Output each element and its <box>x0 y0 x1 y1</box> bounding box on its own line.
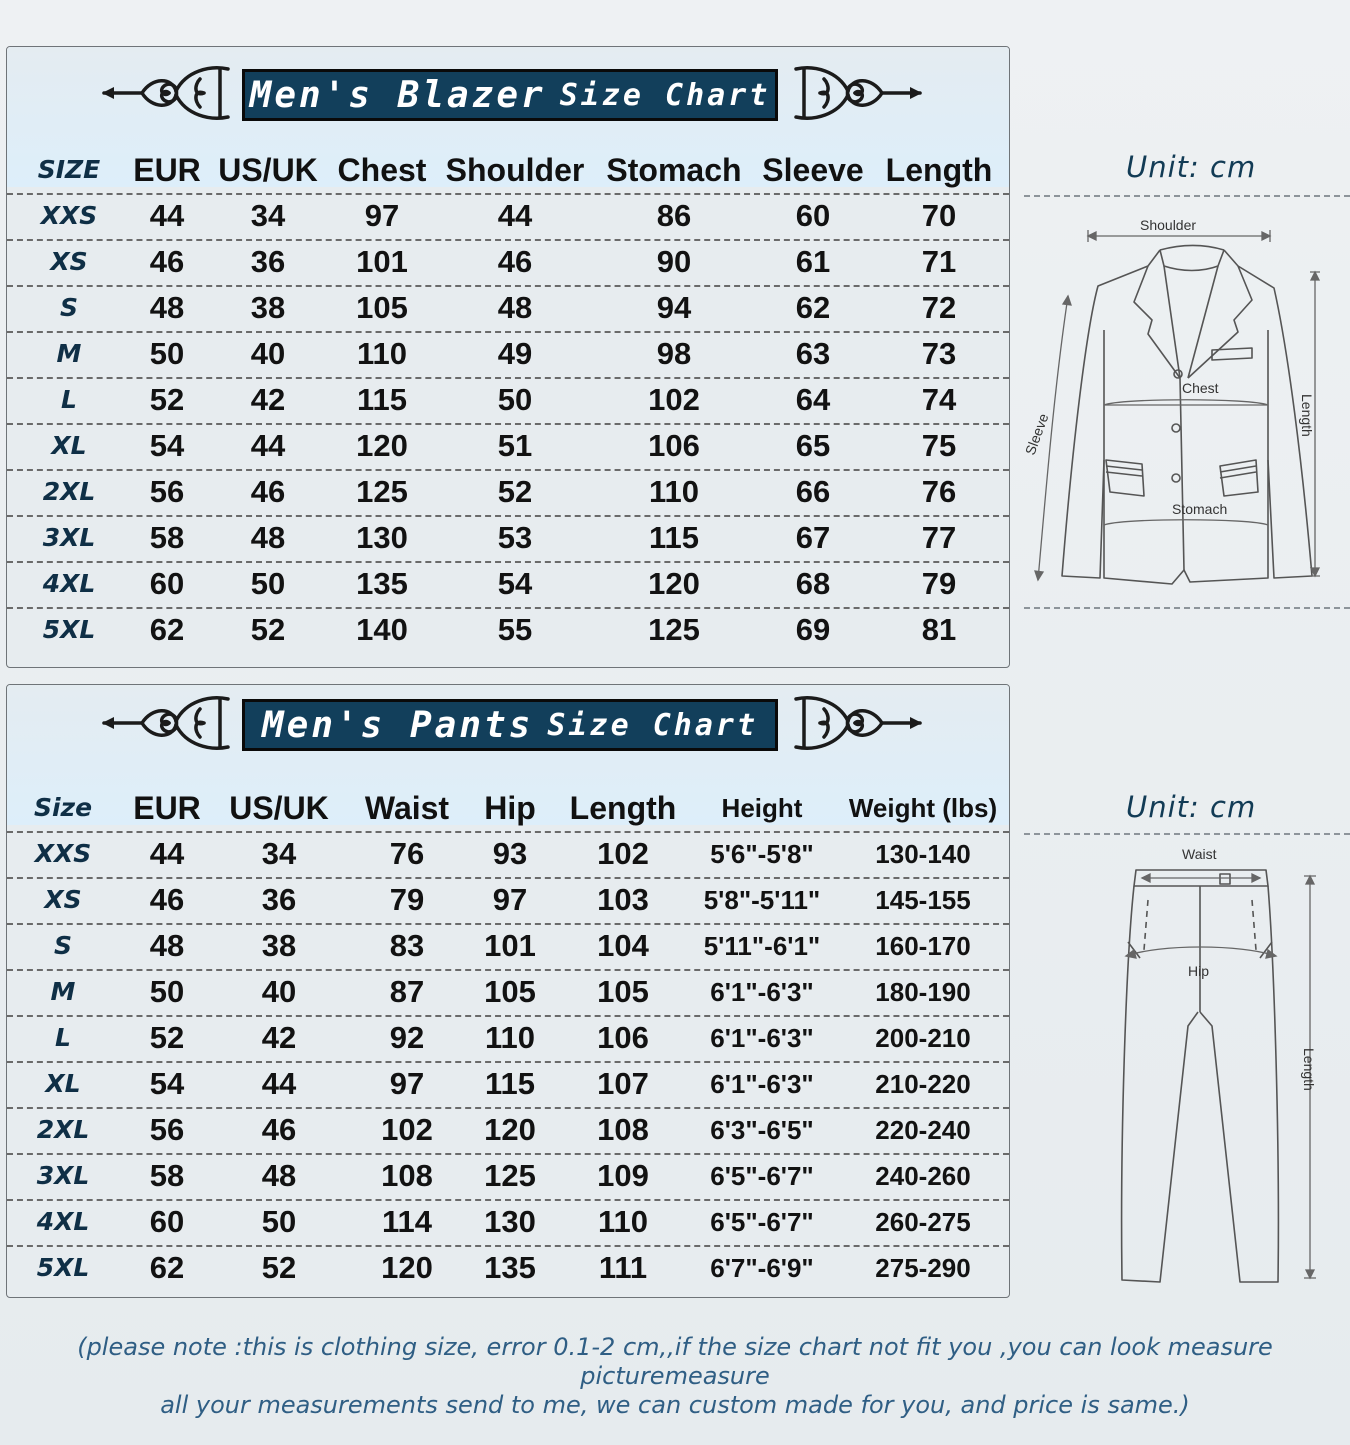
diagram-label-waist: Waist <box>1182 846 1217 862</box>
pants-unit-label: Unit: cm <box>1126 790 1257 824</box>
table-cell: 34 <box>261 836 297 871</box>
table-cell: 106 <box>648 428 700 463</box>
table-row <box>7 515 1009 563</box>
table-cell: 6'7"-6'9" <box>710 1253 814 1283</box>
table-cell: 135 <box>356 566 408 601</box>
col-header-waist: Waist <box>364 790 450 826</box>
table-row <box>7 969 1009 1017</box>
blazer-size-chart <box>6 46 1010 668</box>
table-cell: 52 <box>261 1250 297 1285</box>
table-cell: 68 <box>795 566 831 601</box>
table-row <box>7 831 1009 879</box>
table-cell: 79 <box>389 882 425 917</box>
table-cell: 240-260 <box>875 1161 971 1191</box>
table-cell: 42 <box>250 382 286 417</box>
table-row <box>7 877 1009 925</box>
size-label: L <box>61 385 77 414</box>
size-label: M <box>56 339 82 368</box>
table-cell: 6'1"-6'3" <box>710 977 814 1007</box>
table-cell: 120 <box>356 428 408 463</box>
table-cell: 130-140 <box>875 839 971 869</box>
diagram-label-hip: Hip <box>1188 963 1210 979</box>
table-cell: 69 <box>795 612 831 647</box>
size-label: 4XL <box>36 1207 90 1236</box>
table-cell: 53 <box>497 520 533 555</box>
table-cell: 48 <box>261 1158 297 1193</box>
table-cell: 48 <box>250 520 286 555</box>
table-cell: 48 <box>497 290 533 325</box>
table-cell: 120 <box>381 1250 433 1285</box>
table-cell: 145-155 <box>875 885 971 915</box>
blazer-header-row <box>7 147 1009 195</box>
table-cell: 110 <box>597 1204 648 1239</box>
table-cell: 6'5"-6'7" <box>710 1161 814 1191</box>
table-cell: 58 <box>149 520 185 555</box>
table-cell: 46 <box>149 244 185 279</box>
table-cell: 48 <box>149 290 185 325</box>
table-cell: 125 <box>356 474 408 509</box>
col-header-size: SIZE <box>37 155 101 184</box>
col-header-length: Length <box>885 152 993 188</box>
table-cell: 77 <box>921 520 957 555</box>
table-cell: 60 <box>149 1204 185 1239</box>
pants-title-banner <box>102 691 922 755</box>
table-cell: 97 <box>492 882 528 917</box>
table-cell: 67 <box>795 520 831 555</box>
table-cell: 260-275 <box>875 1207 971 1237</box>
table-cell: 6'1"-6'3" <box>710 1069 814 1099</box>
table-cell: 76 <box>389 836 425 871</box>
table-cell: 108 <box>381 1158 433 1193</box>
table-cell: 34 <box>250 198 286 233</box>
table-cell: 63 <box>795 336 831 371</box>
table-cell: 44 <box>261 1066 297 1101</box>
table-cell: 50 <box>497 382 533 417</box>
size-label: L <box>55 1023 71 1052</box>
table-cell: 58 <box>149 1158 185 1193</box>
table-cell: 76 <box>921 474 957 509</box>
table-cell: 44 <box>250 428 286 463</box>
table-cell: 74 <box>921 382 957 417</box>
table-cell: 103 <box>597 882 649 917</box>
size-note <box>0 1333 1350 1420</box>
table-cell: 102 <box>381 1112 433 1147</box>
table-cell: 64 <box>795 382 831 417</box>
divider <box>1024 607 1350 609</box>
table-cell: 90 <box>656 244 692 279</box>
table-row <box>7 1199 1009 1247</box>
table-cell: 54 <box>149 1066 185 1101</box>
table-cell: 200-210 <box>875 1023 971 1053</box>
table-cell: 109 <box>597 1158 649 1193</box>
blazer-title-banner <box>102 61 922 125</box>
table-row <box>7 1015 1009 1063</box>
table-cell: 73 <box>921 336 957 371</box>
table-row <box>7 1107 1009 1155</box>
table-cell: 120 <box>648 566 700 601</box>
table-cell: 50 <box>250 566 286 601</box>
table-cell: 114 <box>381 1204 432 1239</box>
size-label: M <box>50 977 76 1006</box>
diagram-label-shoulder: Shoulder <box>1140 217 1197 233</box>
table-cell: 44 <box>149 198 185 233</box>
scroll-ornament-icon <box>102 61 242 125</box>
table-cell: 79 <box>921 566 957 601</box>
size-label: 3XL <box>36 1161 90 1190</box>
col-header-stomach: Stomach <box>606 152 742 188</box>
size-label: 3XL <box>42 523 96 552</box>
table-cell: 102 <box>648 382 700 417</box>
table-cell: 115 <box>356 382 407 417</box>
pants-title <box>242 699 778 751</box>
table-cell: 130 <box>484 1204 536 1239</box>
pants-header-row <box>7 785 1009 833</box>
col-header-length: Length <box>569 790 677 826</box>
table-cell: 40 <box>250 336 286 371</box>
table-cell: 60 <box>149 566 185 601</box>
table-cell: 61 <box>795 244 831 279</box>
col-header-usuk: US/UK <box>229 790 329 826</box>
table-cell: 104 <box>597 928 649 963</box>
table-cell: 97 <box>364 198 400 233</box>
table-cell: 52 <box>149 382 185 417</box>
divider <box>1024 833 1350 835</box>
table-cell: 81 <box>921 612 957 647</box>
table-cell: 50 <box>149 974 185 1009</box>
table-cell: 5'6"-5'8" <box>710 839 814 869</box>
table-row <box>7 1153 1009 1201</box>
blazer-measure-diagram-icon <box>1012 210 1342 600</box>
table-cell: 130 <box>356 520 408 555</box>
table-cell: 5'11"-6'1" <box>703 931 821 961</box>
table-cell: 65 <box>795 428 831 463</box>
size-label: XL <box>45 1069 81 1098</box>
table-row <box>7 285 1009 333</box>
table-cell: 135 <box>484 1250 536 1285</box>
blazer-title-sub: Size Chart <box>559 77 771 113</box>
col-header-sleeve: Sleeve <box>762 152 864 188</box>
table-cell: 54 <box>149 428 185 463</box>
table-cell: 86 <box>656 198 692 233</box>
table-cell: 101 <box>484 928 536 963</box>
size-label: S <box>53 931 72 960</box>
table-cell: 102 <box>597 836 649 871</box>
table-cell: 110 <box>484 1020 535 1055</box>
table-row <box>7 469 1009 517</box>
table-row <box>7 377 1009 425</box>
size-label: 5XL <box>42 615 96 644</box>
size-label: XXS <box>40 201 98 230</box>
blazer-title-main: Men's Blazer <box>249 74 546 116</box>
table-cell: 66 <box>795 474 831 509</box>
table-cell: 46 <box>250 474 286 509</box>
diagram-label-chest: Chest <box>1182 380 1219 396</box>
size-label: XS <box>50 247 88 276</box>
table-row <box>7 1245 1009 1291</box>
table-cell: 48 <box>149 928 185 963</box>
table-cell: 70 <box>921 198 957 233</box>
table-cell: 62 <box>149 612 185 647</box>
table-cell: 108 <box>597 1112 649 1147</box>
table-row <box>7 193 1009 241</box>
table-row <box>7 607 1009 653</box>
table-cell: 44 <box>497 198 533 233</box>
table-cell: 6'3"-6'5" <box>710 1115 814 1145</box>
table-cell: 93 <box>492 836 528 871</box>
table-cell: 140 <box>356 612 408 647</box>
diagram-label-stomach: Stomach <box>1172 501 1228 517</box>
table-cell: 42 <box>261 1020 297 1055</box>
table-cell: 220-240 <box>875 1115 971 1145</box>
table-cell: 52 <box>497 474 533 509</box>
table-cell: 52 <box>250 612 286 647</box>
size-label: 5XL <box>36 1253 90 1282</box>
table-cell: 101 <box>356 244 408 279</box>
size-note-line-1: (please note :this is clothing size, error 0.1-2 cm,,if the size chart not fit you ,you can look measure picturemeasure <box>77 1333 1273 1390</box>
col-header-shoulder: Shoulder <box>445 152 585 188</box>
table-cell: 38 <box>261 928 297 963</box>
blazer-title <box>242 69 778 121</box>
table-cell: 55 <box>497 612 533 647</box>
table-row <box>7 1061 1009 1109</box>
col-header-weight: Weight (lbs) <box>848 793 998 823</box>
diagram-label-length: Length <box>1301 1048 1317 1091</box>
table-row <box>7 331 1009 379</box>
divider <box>1024 195 1350 197</box>
col-header-eur: EUR <box>133 152 201 188</box>
table-cell: 36 <box>250 244 286 279</box>
table-cell: 98 <box>656 336 692 371</box>
table-cell: 38 <box>250 290 286 325</box>
table-cell: 62 <box>149 1250 185 1285</box>
pants-title-main: Men's Pants <box>261 704 534 746</box>
col-header-eur: EUR <box>133 790 201 826</box>
size-label: 2XL <box>36 1115 90 1144</box>
table-row <box>7 923 1009 971</box>
table-cell: 46 <box>149 882 185 917</box>
col-header-size: Size <box>33 793 93 822</box>
size-label: XL <box>51 431 87 460</box>
table-cell: 5'8"-5'11" <box>703 885 821 915</box>
table-cell: 49 <box>497 336 533 371</box>
table-cell: 110 <box>648 474 699 509</box>
col-header-chest: Chest <box>337 152 427 188</box>
table-cell: 52 <box>149 1020 185 1055</box>
table-cell: 105 <box>356 290 408 325</box>
size-note-line-2: all your measurements send to me, we can custom made for you, and price is same.) <box>160 1391 1190 1419</box>
table-cell: 60 <box>795 198 831 233</box>
table-cell: 94 <box>656 290 692 325</box>
table-cell: 210-220 <box>875 1069 971 1099</box>
table-cell: 46 <box>261 1112 297 1147</box>
table-row <box>7 561 1009 609</box>
table-cell: 36 <box>261 882 297 917</box>
table-cell: 115 <box>648 520 699 555</box>
table-cell: 107 <box>597 1066 649 1101</box>
table-cell: 275-290 <box>875 1253 971 1283</box>
table-cell: 50 <box>261 1204 297 1239</box>
scroll-ornament-icon <box>782 691 922 755</box>
diagram-label-sleeve: Sleeve <box>1021 411 1052 458</box>
table-cell: 105 <box>597 974 649 1009</box>
pants-measure-diagram-icon <box>1100 840 1340 1290</box>
table-cell: 180-190 <box>875 977 971 1007</box>
table-cell: 111 <box>598 1250 648 1285</box>
table-cell: 40 <box>261 974 297 1009</box>
col-header-hip: Hip <box>484 790 536 826</box>
size-label: 4XL <box>42 569 96 598</box>
table-cell: 115 <box>484 1066 535 1101</box>
table-cell: 120 <box>484 1112 536 1147</box>
blazer-unit-label: Unit: cm <box>1126 150 1257 184</box>
table-cell: 110 <box>356 336 407 371</box>
table-cell: 75 <box>921 428 957 463</box>
table-cell: 71 <box>921 244 957 279</box>
table-cell: 54 <box>497 566 533 601</box>
table-cell: 62 <box>795 290 831 325</box>
size-label: S <box>59 293 78 322</box>
table-row <box>7 239 1009 287</box>
table-cell: 105 <box>484 974 536 1009</box>
table-cell: 106 <box>597 1020 649 1055</box>
table-cell: 160-170 <box>875 931 971 961</box>
table-cell: 87 <box>389 974 425 1009</box>
table-cell: 46 <box>497 244 533 279</box>
pants-title-sub: Size Chart <box>547 707 759 743</box>
table-cell: 72 <box>921 290 957 325</box>
table-cell: 6'1"-6'3" <box>710 1023 814 1053</box>
table-cell: 44 <box>149 836 185 871</box>
scroll-ornament-icon <box>102 691 242 755</box>
table-cell: 92 <box>389 1020 425 1055</box>
table-cell: 51 <box>497 428 533 463</box>
size-label: XS <box>44 885 82 914</box>
diagram-label-length: Length <box>1299 394 1315 437</box>
table-cell: 50 <box>149 336 185 371</box>
table-cell: 125 <box>484 1158 536 1193</box>
table-cell: 125 <box>648 612 700 647</box>
col-header-height: Height <box>721 793 803 823</box>
pants-size-chart <box>6 684 1010 1298</box>
scroll-ornament-icon <box>782 61 922 125</box>
table-cell: 6'5"-6'7" <box>710 1207 814 1237</box>
size-label: 2XL <box>42 477 96 506</box>
table-cell: 83 <box>389 928 425 963</box>
table-cell: 56 <box>149 474 185 509</box>
col-header-usuk: US/UK <box>218 152 318 188</box>
table-row <box>7 423 1009 471</box>
table-cell: 97 <box>389 1066 425 1101</box>
size-label: XXS <box>34 839 92 868</box>
table-cell: 56 <box>149 1112 185 1147</box>
